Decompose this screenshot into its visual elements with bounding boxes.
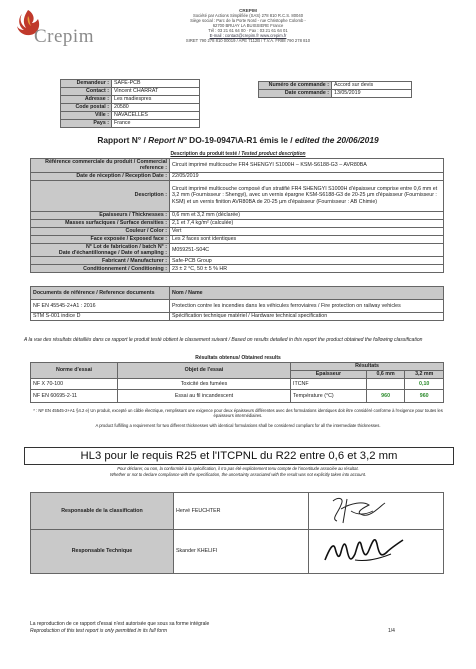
results-footnote-en: A product fulfilling a requirement for two different thicknesses with identical formulations shall be considered compliant for all the intermediate thicknesses. bbox=[95, 423, 381, 428]
report-title-en: Report N° bbox=[148, 135, 187, 145]
postcode-value: 20580 bbox=[112, 104, 200, 112]
address-value: Les madiespres bbox=[112, 96, 200, 104]
ref-doc-2: STM S-001 indice D bbox=[31, 313, 170, 321]
city-value: NAVACELLES bbox=[112, 112, 200, 120]
product-section-title bbox=[20, 151, 456, 157]
report-title-fr: Rapport N° / bbox=[97, 135, 149, 145]
thickness-32-header: 3,2 mm bbox=[405, 371, 444, 379]
page-number: 1/4 bbox=[388, 628, 395, 634]
signature-1-icon bbox=[311, 493, 411, 527]
results-object-header: Objet de l'essai bbox=[118, 363, 291, 379]
reception-date-label: Date de réception / Reception Date : bbox=[31, 172, 170, 180]
footer-reproduction: La reproduction de ce rapport d'essai n'est autorisée que sous sa forme intégrale bbox=[30, 621, 210, 627]
manufacturer-label: Fabricant / Manufacturer : bbox=[31, 257, 170, 265]
product-section-title-fr: Description du produit testé / bbox=[170, 151, 242, 157]
report-title bbox=[20, 135, 456, 145]
signature-1-cell bbox=[309, 493, 444, 530]
result-norm-1: NF X 70-100 bbox=[31, 379, 118, 390]
result-norm-2: NF EN 60695-2-11 bbox=[31, 390, 118, 403]
density-value: 2,1 et 7,4 kg/m² (calculée) bbox=[170, 219, 444, 227]
ref-name-2: Spécification technique matériel / Hardware technical specification bbox=[170, 313, 444, 321]
reception-date-value: 22/05/2019 bbox=[170, 172, 444, 180]
company-line-2: Siège social : Parc de la Porte Nord - rue Christophe Colomb - bbox=[190, 18, 306, 23]
ref-name-header: Nom / Name bbox=[170, 287, 444, 300]
company-line-6: SIRET 790 278 810 00019 / APE 7112B / T.V.A. FR88 790 278 810 bbox=[185, 38, 311, 43]
footer-reproduction-en: Reproduction of this test report is only permitted in its full form bbox=[30, 628, 168, 634]
density-label: Masses surfaciques / Surface densities : bbox=[31, 219, 170, 227]
exposed-face-label: Face exposée / Exposed face : bbox=[31, 235, 170, 243]
result-32-1: 0,10 bbox=[405, 379, 444, 390]
company-line-4: Tél : 03 21 61 64 00 · Fax : 03 21 61 64 01 bbox=[208, 28, 288, 33]
thickness-06-header: 0,6 mm bbox=[366, 371, 405, 379]
company-line-5[interactable]: E-mail : contact@crepim.fr www.crepim.fr bbox=[209, 33, 287, 38]
city-label: Ville : bbox=[61, 112, 112, 120]
result-object-2: Essai au fil incandescent bbox=[118, 390, 291, 403]
result-32-2: 960 bbox=[405, 390, 444, 403]
conditioning-label: Conditionnement / Conditioning : bbox=[31, 265, 170, 273]
company-header bbox=[168, 8, 328, 43]
ref-docs-header: Documents de référence / Reference documents bbox=[31, 287, 170, 300]
company-name: CREPIM bbox=[239, 8, 257, 13]
order-number-label: Numéro de commande : bbox=[259, 82, 332, 90]
country-label: Pays : bbox=[61, 120, 112, 128]
results-footnote: * : NF EN 45545-2+A1 §4.2 e) Un produit, excepté un câble électrique, remplissant une exigence pour deux épaisseurs différentes avec des formulations identiques doit être considéré conforme à l'exigence pour toutes les épaisseurs intermédiaires. bbox=[33, 408, 443, 418]
product-table bbox=[30, 158, 444, 273]
classification-intro: A la vue des résultats détaillés dans ce rapport le produit testé obtient le classement suivant / Based on results detailed in this report the product obtained the following classification bbox=[24, 337, 423, 343]
applicant-value: SAFE-PCB bbox=[112, 80, 200, 88]
contact-label: Contact : bbox=[61, 88, 112, 96]
signature-2-icon bbox=[311, 530, 411, 570]
description-label: Description : bbox=[31, 180, 170, 211]
result-06-1 bbox=[366, 379, 405, 390]
result-param-2: Température (°C) bbox=[291, 390, 367, 403]
postcode-label: Code postal : bbox=[61, 104, 112, 112]
company-line-1: Société par Actions Simplifiée (SAS) 278 810 R.C.S. 80040 bbox=[192, 13, 304, 18]
result-param-1: ITCNF bbox=[291, 379, 367, 390]
results-title: Résultats obtenus/ Obtained results bbox=[195, 355, 281, 361]
results-norm-header: Norme d'essai bbox=[31, 363, 118, 379]
hl3-note: Pour déclarer, ou non, la conformité à la spécification, il n'a pas été explicitement tenu compte de l'incertitude associée au résultat. bbox=[117, 466, 359, 471]
ref-name-1: Protection contre les incendies dans les véhicules ferroviaires / Fire protection on railway vehicles bbox=[170, 300, 444, 313]
sampling-date-label: Date d'échantillonnage / Date of sampling : bbox=[58, 249, 167, 256]
reference-documents-table bbox=[30, 286, 444, 321]
signatures-table bbox=[30, 492, 444, 574]
results-header: Résultats bbox=[291, 363, 444, 371]
signature-2-cell bbox=[309, 530, 444, 573]
technical-manager-name: Skander KHELIFI bbox=[174, 530, 309, 573]
conditioning-value: 23 ± 2 °C, 50 ± 5 % HR bbox=[170, 265, 444, 273]
description-value: Circuit imprimé multicouche composé d'un stratifié FR4 SHENGYI S1000H d'épaisseur comprise entre 0,6 mm et 3,2 mm (Fournisseur : Shengyi), avec un vernis épargne KSM-S6188-G3 de 20-25 µm d'épaisseur (Fournisseur : KSM) et un vernis finition AVR80BA de 20-25 µm d'épaisseur (Fournisseur : AB Chimie) bbox=[170, 180, 444, 211]
batch-value: M059251-S04C bbox=[170, 243, 444, 257]
color-value: Vert bbox=[170, 227, 444, 235]
applicant-label: Demandeur : bbox=[61, 80, 112, 88]
order-table bbox=[258, 81, 412, 98]
results-table bbox=[30, 362, 444, 403]
contact-value: Vincent CHARRAT bbox=[112, 88, 200, 96]
hl3-classification: HL3 pour le requis R25 et l'ITCPNL du R22 entre 0,6 et 3,2 mm bbox=[24, 447, 454, 465]
hl3-note-en: Whether or not to declare compliance with the specification, the uncertainty associated with the result was not explicitly taken into account. bbox=[109, 472, 367, 477]
crepim-logo-text: Crepim bbox=[34, 26, 94, 47]
report-edited-date: edited the 20/06/2019 bbox=[294, 135, 379, 145]
product-section-title-en: Tested product description bbox=[241, 151, 306, 157]
batch-label bbox=[31, 243, 170, 257]
exposed-face-value: Les 2 faces sont identiques bbox=[170, 235, 444, 243]
company-line-3: 62700 BRUAY LA BUISSIERE France bbox=[212, 23, 284, 28]
thickness-value: 0,6 mm et 3,2 mm (déclarée) bbox=[170, 211, 444, 219]
order-date-value: 13/05/2019 bbox=[332, 90, 412, 98]
thickness-col-header: Epaisseur bbox=[291, 371, 367, 379]
classification-manager-name: Hervé FEUCHTER bbox=[174, 493, 309, 530]
technical-manager-role: Responsable Technique bbox=[31, 530, 174, 573]
commercial-ref-label: Référence commerciale du produit / Commercial reference : bbox=[31, 159, 170, 173]
batch-label-text: N° Lot de fabrication / batch N° : bbox=[85, 243, 167, 250]
ref-doc-1: NF EN 45545-2+A1 : 2016 bbox=[31, 300, 170, 313]
order-number-value: Accord sur devis bbox=[332, 82, 412, 90]
report-number: DO-19-0947\A-R1 émis le / bbox=[186, 135, 295, 145]
result-06-2: 960 bbox=[366, 390, 405, 403]
applicant-table bbox=[60, 79, 200, 128]
order-date-label: Date commande : bbox=[259, 90, 332, 98]
address-label: Adresse : bbox=[61, 96, 112, 104]
result-object-1: Toxicité des fumées bbox=[118, 379, 291, 390]
thickness-label: Epaisseurs / Thicknesses : bbox=[31, 211, 170, 219]
color-label: Couleur / Color : bbox=[31, 227, 170, 235]
manufacturer-value: Safe-PCB Group bbox=[170, 257, 444, 265]
commercial-ref-value: Circuit imprimé multicouche FR4 SHENGYI S1000H – KSM-S6188-G3 – AVR80BA bbox=[170, 159, 444, 173]
classification-manager-role: Responsable de la classification bbox=[31, 493, 174, 530]
country-value: France bbox=[112, 120, 200, 128]
